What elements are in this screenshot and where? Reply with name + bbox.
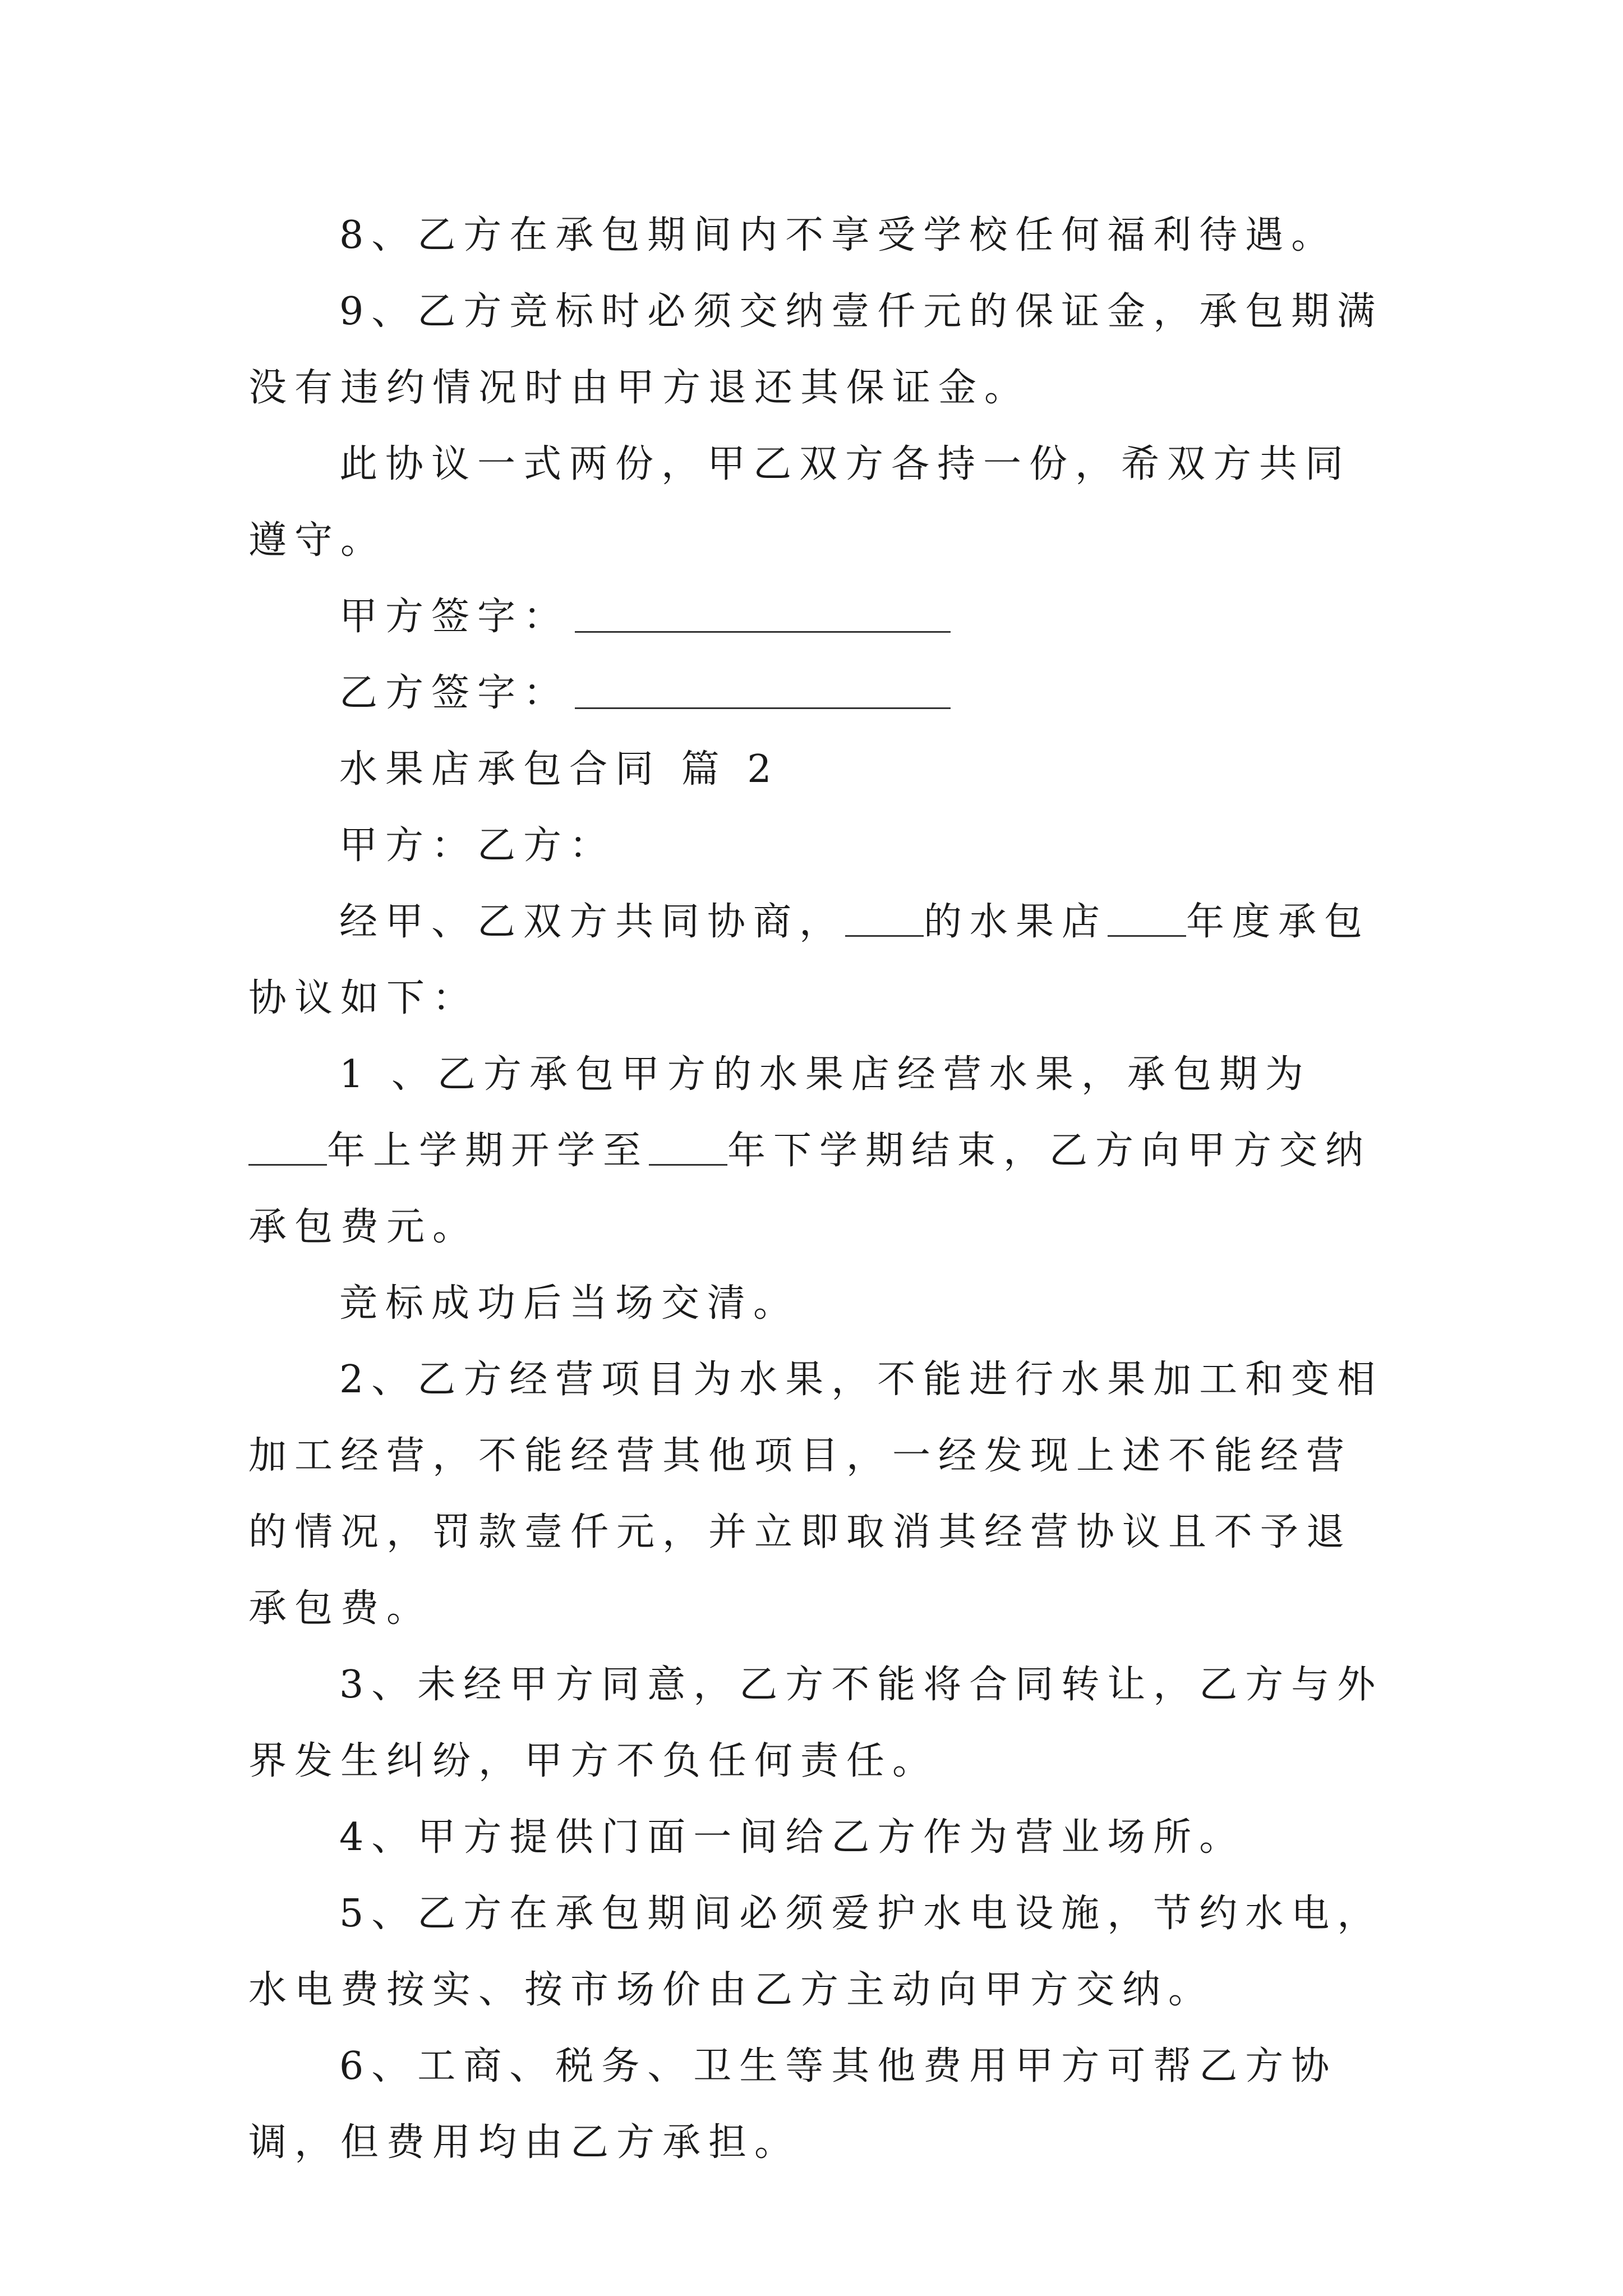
signature-label-party-a: 甲方签字： [339,595,570,639]
clause-4: 4、甲方提供门面一间给乙方作为营业场所。 [339,1815,1246,1860]
parties-line: 甲方：乙方： [339,823,616,868]
clause-5: 5、乙方在承包期间必须爱护水电设施，节约水电，水电费按实、按市场价由乙方主动向甲方交纳。 [248,1892,1384,2012]
signature-label-party-b: 乙方签字： [339,671,570,715]
copies-statement: 此协议一式两份，甲乙双方各持一份，希双方共同遵守。 [248,442,1352,563]
signature-line-party-b [248,655,1387,731]
clause-1-text-2: 年上学期开学至 [327,1129,649,1173]
clause-8: 8、乙方在承包期间内不享受学校任何福利待遇。 [339,213,1338,257]
clause-1-text-1: 1 、乙方承包甲方的水果店经营水果，承包期为 [339,1052,1311,1097]
intro-paragraph [248,884,1387,1037]
signature-line-party-a [248,579,1387,655]
signature-blank-party-b [575,707,951,709]
fill-blank [649,1164,727,1166]
signature-blank-party-a [575,631,951,633]
clause-1 [248,1037,1387,1266]
clause-2: 2、乙方经营项目为水果，不能进行水果加工和变相加工经营，不能经营其他项目，一经发现上述不能经营的情况，罚款壹仟元，并立即取消其经营协议且不予退承包费。 [248,1358,1384,1631]
clause-9: 9、乙方竞标时必须交纳壹仟元的保证金，承包期满没有违约情况时由甲方退还其保证金。 [248,289,1384,410]
fill-blank [1108,935,1186,937]
intro-text-1: 经甲、乙双方共同协商， [339,900,846,944]
clause-3: 3、未经甲方同意，乙方不能将合同转让，乙方与外界发生纠纷，甲方不负任何责任。 [248,1663,1384,1783]
section-title: 水果店承包合同 篇 2 [339,747,780,792]
document-body [248,197,1387,2181]
fill-blank [248,1164,327,1166]
intro-text-3: 年度承包协议如下： [248,900,1371,1020]
bid-settlement: 竞标成功后当场交清。 [339,1281,800,1326]
intro-text-2: 的水果店 [924,900,1108,944]
clause-1-text-3: 年下学期结束，乙方向甲方交纳承包费元。 [248,1129,1372,1249]
clause-6: 6、工商、税务、卫生等其他费用甲方可帮乙方协调，但费用均由乙方承担。 [248,2044,1338,2165]
fill-blank [845,935,924,937]
